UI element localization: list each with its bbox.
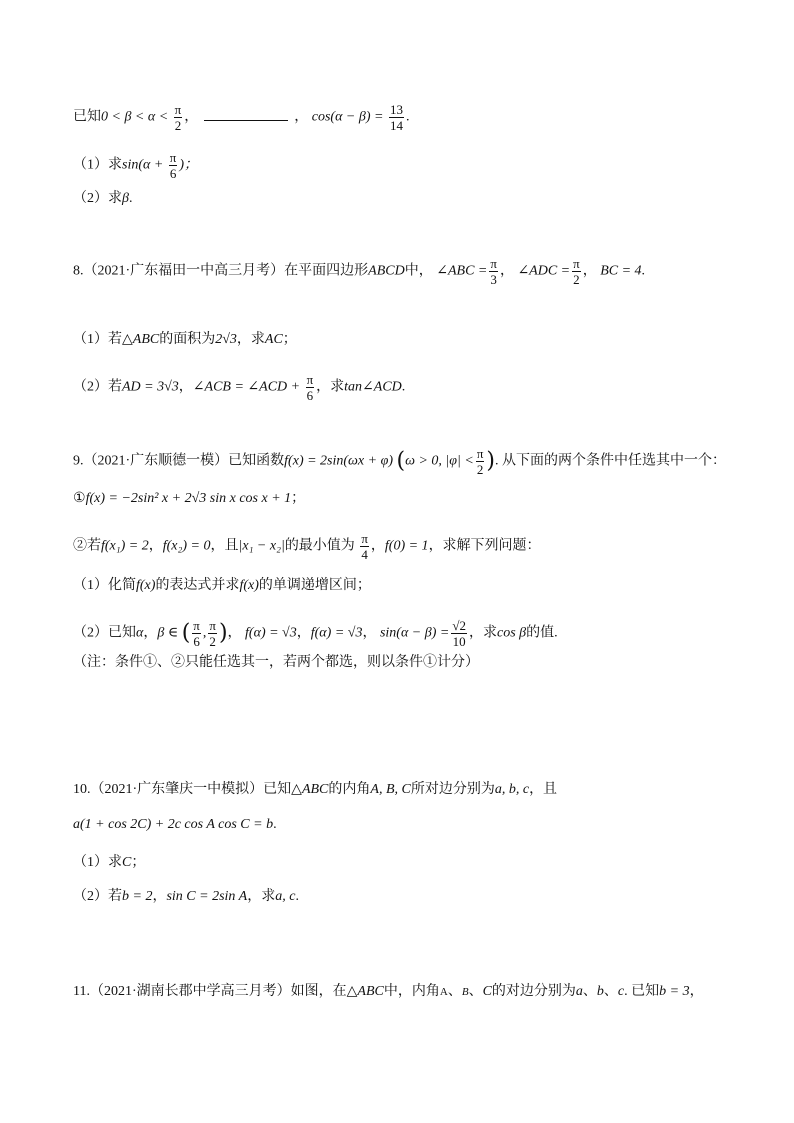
q8-part-2: （2）若AD = 3√3，∠ACB = ∠ACD + $\frac{\pi}{6}$ ，求tan∠ACD. [73,372,406,403]
q8-part-1: （1）若△ABC的面积为2√3，求AC； [73,332,297,347]
q7-part-2: （2）求β. [73,191,133,206]
pi-over-2-fraction: $\frac{\pi}{2}$ [476,446,484,477]
q7-part-1: （1）求sin(α + $\frac{\pi}{6}$ )； [73,150,199,181]
pi-over-6-fraction: $\frac{\pi}{6}$ [169,150,177,181]
q8-header: 8.（2021·广东福田一中高三月考）在平面四边形ABCD中， ∠ABC = $\frac{\pi}{3}$ ， ∠ADC = $\frac{\pi}{2}$ ， BC = 4. [73,256,646,287]
thirteen-fourteenths-fraction: $\frac{13}{14}$ [389,102,403,133]
pi-over-2-fraction: $\frac{\pi}{2}$ [209,618,216,649]
q10-part-1: （1）求C； [73,855,146,870]
pi-over-6-fraction: $\frac{\pi}{6}$ [193,618,200,649]
q7-inequality: 0 < β < α < [101,109,169,125]
q10-part-2: （2）若b = 2，sin C = 2sin A，求a, c. [73,889,299,904]
q10-equation: a(1 + cos 2C) + 2c cos A cos C = b. [73,817,277,832]
pi-over-4-fraction: $\frac{\pi}{4}$ [361,531,368,562]
pi-over-6-fraction: $\frac{\pi}{6}$ [306,372,314,403]
q9-part-1: （1）化简f(x)的表达式并求f(x)的单调递增区间； [73,578,371,593]
root2-over-10-fraction: $\frac{√2}{10}$ [452,618,466,649]
pi-over-3-fraction: $\frac{\pi}{3}$ [490,256,497,287]
q9-condition-2: ②若f(x₁) = 2，f(x₂) = 0，且|x₁ − x₂|的最小值为 $\frac{\pi}{4}$ ，f(0) = 1，求解下列问题： [73,531,541,562]
q9-part-2: （2）已知α，β ∈ ( $\frac{\pi}{6}$ , $\frac{\pi}{2}$ )， f(α) = √3，f(α) = √3， sin(α − β) = $\frac{√2}{10}$ ，求cos β的值. [73,618,558,649]
q11-header: 11.（2021·湖南长郡中学高三月考）如图，在△ABC中，内角A、B、C的对边分别为a、b、c. 已知b = 3， [73,984,704,999]
pi-over-2-fraction: $\frac{\pi}{2}$ [573,256,580,287]
answer-blank[interactable] [204,106,288,121]
q9-header: 9.（2021·广东顺德一模）已知函数f(x) = 2sin(ωx + φ) (ω > 0, |φ| < $\frac{\pi}{2}$ ). 从下面的两个条件中任选其中一个： [73,446,726,477]
pi-over-2-fraction: $\frac{\pi}{2}$ [174,102,182,133]
q9-condition-1: ①f(x) = −2sin² x + 2√3 sin x cos x + 1； [73,491,306,506]
q7-condition-line: 已知0 < β < α < $\frac{\pi}{2}$ ， ， cos(α − β) = $\frac{13}{14}$ . [73,102,410,133]
q9-note: （注：条件①、②只能任选其一，若两个都选，则以条件①计分） [73,655,479,670]
q10-header: 10.（2021·广东肇庆一中模拟）已知△ABC的内角A, B, C所对边分别为a, b, c，且 [73,782,558,797]
q7-text: 已知 [73,109,101,125]
q7-cos-expression: cos(α − β) = [311,109,384,125]
